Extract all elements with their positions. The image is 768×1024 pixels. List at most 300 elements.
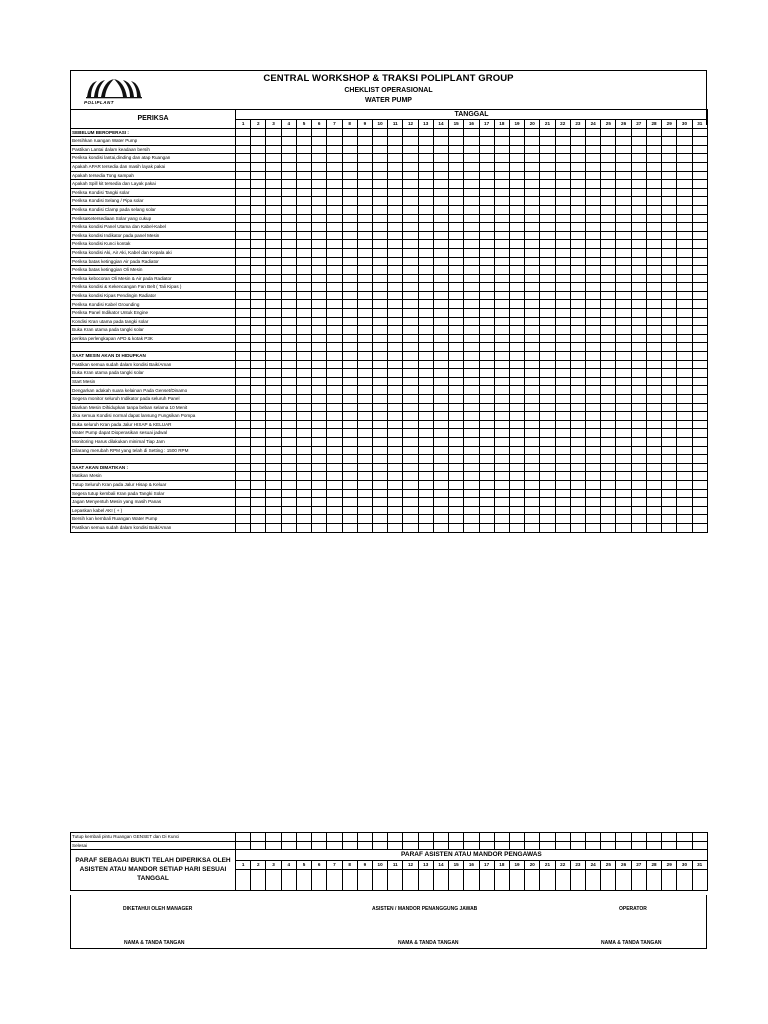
check-cell[interactable]: [494, 274, 509, 283]
check-cell[interactable]: [281, 231, 296, 240]
check-cell[interactable]: [586, 266, 601, 275]
check-cell[interactable]: [464, 266, 479, 275]
check-cell[interactable]: [312, 386, 327, 395]
check-cell[interactable]: [692, 257, 707, 266]
check-cell[interactable]: [479, 214, 494, 223]
check-cell[interactable]: [342, 205, 357, 214]
check-cell[interactable]: [631, 377, 646, 386]
check-cell[interactable]: [388, 326, 403, 335]
check-cell[interactable]: [433, 317, 448, 326]
check-cell[interactable]: [540, 489, 555, 498]
check-cell[interactable]: [388, 300, 403, 309]
check-cell[interactable]: [479, 343, 494, 352]
check-cell[interactable]: [357, 326, 372, 335]
check-cell[interactable]: [403, 128, 418, 137]
check-cell[interactable]: [281, 309, 296, 318]
check-cell[interactable]: [281, 498, 296, 507]
check-cell[interactable]: [646, 833, 661, 842]
check-cell[interactable]: [677, 334, 692, 343]
check-cell[interactable]: [281, 352, 296, 361]
check-cell[interactable]: [479, 291, 494, 300]
check-cell[interactable]: [312, 309, 327, 318]
check-cell[interactable]: [677, 369, 692, 378]
check-cell[interactable]: [357, 291, 372, 300]
check-cell[interactable]: [525, 283, 540, 292]
check-cell[interactable]: [372, 437, 387, 446]
check-cell[interactable]: [312, 489, 327, 498]
check-cell[interactable]: [555, 240, 570, 249]
check-cell[interactable]: [418, 395, 433, 404]
check-cell[interactable]: [479, 162, 494, 171]
check-cell[interactable]: [296, 334, 311, 343]
check-cell[interactable]: [342, 309, 357, 318]
check-cell[interactable]: [357, 523, 372, 532]
check-cell[interactable]: [433, 283, 448, 292]
check-cell[interactable]: [692, 429, 707, 438]
check-cell[interactable]: [357, 377, 372, 386]
paraf-cell[interactable]: [677, 869, 692, 890]
check-cell[interactable]: [312, 472, 327, 481]
check-cell[interactable]: [236, 498, 251, 507]
check-cell[interactable]: [586, 240, 601, 249]
check-cell[interactable]: [677, 523, 692, 532]
check-cell[interactable]: [266, 463, 281, 472]
check-cell[interactable]: [403, 360, 418, 369]
check-cell[interactable]: [692, 197, 707, 206]
check-cell[interactable]: [418, 833, 433, 842]
check-cell[interactable]: [327, 403, 342, 412]
check-cell[interactable]: [525, 463, 540, 472]
check-cell[interactable]: [586, 145, 601, 154]
check-cell[interactable]: [646, 360, 661, 369]
check-cell[interactable]: [479, 334, 494, 343]
check-cell[interactable]: [646, 197, 661, 206]
check-cell[interactable]: [266, 300, 281, 309]
check-cell[interactable]: [418, 420, 433, 429]
check-cell[interactable]: [525, 128, 540, 137]
check-cell[interactable]: [403, 412, 418, 421]
check-cell[interactable]: [357, 360, 372, 369]
check-cell[interactable]: [418, 412, 433, 421]
check-cell[interactable]: [692, 274, 707, 283]
check-cell[interactable]: [494, 386, 509, 395]
check-cell[interactable]: [296, 446, 311, 455]
check-cell[interactable]: [403, 841, 418, 850]
check-cell[interactable]: [464, 283, 479, 292]
check-cell[interactable]: [616, 360, 631, 369]
check-cell[interactable]: [433, 257, 448, 266]
check-cell[interactable]: [677, 309, 692, 318]
check-cell[interactable]: [312, 240, 327, 249]
check-cell[interactable]: [433, 841, 448, 850]
check-cell[interactable]: [555, 223, 570, 232]
check-cell[interactable]: [601, 369, 616, 378]
check-cell[interactable]: [662, 154, 677, 163]
check-cell[interactable]: [449, 257, 464, 266]
check-cell[interactable]: [281, 162, 296, 171]
check-cell[interactable]: [464, 291, 479, 300]
check-cell[interactable]: [631, 231, 646, 240]
check-cell[interactable]: [616, 334, 631, 343]
check-cell[interactable]: [433, 334, 448, 343]
check-cell[interactable]: [266, 257, 281, 266]
check-cell[interactable]: [525, 480, 540, 489]
check-cell[interactable]: [418, 403, 433, 412]
check-cell[interactable]: [616, 171, 631, 180]
check-cell[interactable]: [388, 334, 403, 343]
check-cell[interactable]: [266, 317, 281, 326]
check-cell[interactable]: [540, 240, 555, 249]
check-cell[interactable]: [388, 420, 403, 429]
check-cell[interactable]: [601, 223, 616, 232]
check-cell[interactable]: [616, 205, 631, 214]
check-cell[interactable]: [251, 274, 266, 283]
check-cell[interactable]: [677, 833, 692, 842]
check-cell[interactable]: [266, 841, 281, 850]
check-cell[interactable]: [418, 231, 433, 240]
check-cell[interactable]: [388, 223, 403, 232]
check-cell[interactable]: [601, 240, 616, 249]
check-cell[interactable]: [494, 369, 509, 378]
check-cell[interactable]: [433, 145, 448, 154]
check-cell[interactable]: [601, 489, 616, 498]
check-cell[interactable]: [586, 154, 601, 163]
check-cell[interactable]: [403, 472, 418, 481]
check-cell[interactable]: [616, 480, 631, 489]
check-cell[interactable]: [540, 515, 555, 524]
check-cell[interactable]: [509, 455, 524, 464]
check-cell[interactable]: [692, 395, 707, 404]
check-cell[interactable]: [525, 360, 540, 369]
check-cell[interactable]: [586, 420, 601, 429]
check-cell[interactable]: [342, 386, 357, 395]
check-cell[interactable]: [251, 420, 266, 429]
check-cell[interactable]: [357, 309, 372, 318]
check-cell[interactable]: [372, 429, 387, 438]
check-cell[interactable]: [312, 369, 327, 378]
check-cell[interactable]: [631, 309, 646, 318]
check-cell[interactable]: [677, 437, 692, 446]
check-cell[interactable]: [509, 403, 524, 412]
check-cell[interactable]: [555, 498, 570, 507]
check-cell[interactable]: [357, 223, 372, 232]
check-cell[interactable]: [570, 515, 585, 524]
check-cell[interactable]: [525, 171, 540, 180]
check-cell[interactable]: [646, 412, 661, 421]
check-cell[interactable]: [525, 197, 540, 206]
check-cell[interactable]: [555, 352, 570, 361]
check-cell[interactable]: [266, 291, 281, 300]
check-cell[interactable]: [646, 377, 661, 386]
check-cell[interactable]: [631, 515, 646, 524]
check-cell[interactable]: [372, 352, 387, 361]
check-cell[interactable]: [464, 145, 479, 154]
check-cell[interactable]: [357, 283, 372, 292]
check-cell[interactable]: [266, 506, 281, 515]
check-cell[interactable]: [312, 480, 327, 489]
check-cell[interactable]: [327, 833, 342, 842]
check-cell[interactable]: [525, 154, 540, 163]
check-cell[interactable]: [388, 309, 403, 318]
check-cell[interactable]: [479, 455, 494, 464]
check-cell[interactable]: [616, 300, 631, 309]
check-cell[interactable]: [372, 455, 387, 464]
check-cell[interactable]: [479, 197, 494, 206]
check-cell[interactable]: [586, 360, 601, 369]
check-cell[interactable]: [433, 403, 448, 412]
check-cell[interactable]: [509, 145, 524, 154]
check-cell[interactable]: [433, 180, 448, 189]
check-cell[interactable]: [312, 188, 327, 197]
check-cell[interactable]: [692, 266, 707, 275]
check-cell[interactable]: [586, 523, 601, 532]
check-cell[interactable]: [692, 480, 707, 489]
check-cell[interactable]: [464, 352, 479, 361]
check-cell[interactable]: [646, 137, 661, 146]
check-cell[interactable]: [677, 317, 692, 326]
check-cell[interactable]: [616, 437, 631, 446]
check-cell[interactable]: [418, 429, 433, 438]
check-cell[interactable]: [555, 437, 570, 446]
check-cell[interactable]: [312, 506, 327, 515]
check-cell[interactable]: [601, 197, 616, 206]
check-cell[interactable]: [570, 463, 585, 472]
check-cell[interactable]: [342, 446, 357, 455]
check-cell[interactable]: [662, 352, 677, 361]
check-cell[interactable]: [677, 841, 692, 850]
check-cell[interactable]: [281, 412, 296, 421]
check-cell[interactable]: [449, 437, 464, 446]
check-cell[interactable]: [494, 360, 509, 369]
check-cell[interactable]: [388, 360, 403, 369]
check-cell[interactable]: [418, 205, 433, 214]
check-cell[interactable]: [372, 480, 387, 489]
check-cell[interactable]: [266, 455, 281, 464]
check-cell[interactable]: [418, 455, 433, 464]
check-cell[interactable]: [601, 326, 616, 335]
check-cell[interactable]: [601, 446, 616, 455]
check-cell[interactable]: [509, 266, 524, 275]
check-cell[interactable]: [418, 369, 433, 378]
check-cell[interactable]: [555, 180, 570, 189]
check-cell[interactable]: [601, 291, 616, 300]
check-cell[interactable]: [540, 326, 555, 335]
check-cell[interactable]: [540, 137, 555, 146]
check-cell[interactable]: [616, 291, 631, 300]
check-cell[interactable]: [601, 248, 616, 257]
check-cell[interactable]: [586, 137, 601, 146]
check-cell[interactable]: [586, 515, 601, 524]
check-cell[interactable]: [509, 377, 524, 386]
check-cell[interactable]: [555, 515, 570, 524]
check-cell[interactable]: [570, 841, 585, 850]
check-cell[interactable]: [342, 360, 357, 369]
check-cell[interactable]: [509, 248, 524, 257]
check-cell[interactable]: [692, 463, 707, 472]
check-cell[interactable]: [236, 386, 251, 395]
check-cell[interactable]: [266, 833, 281, 842]
check-cell[interactable]: [312, 463, 327, 472]
check-cell[interactable]: [692, 412, 707, 421]
check-cell[interactable]: [418, 386, 433, 395]
check-cell[interactable]: [251, 446, 266, 455]
check-cell[interactable]: [418, 472, 433, 481]
check-cell[interactable]: [266, 128, 281, 137]
check-cell[interactable]: [236, 266, 251, 275]
check-cell[interactable]: [464, 171, 479, 180]
check-cell[interactable]: [570, 446, 585, 455]
check-cell[interactable]: [281, 240, 296, 249]
paraf-cell[interactable]: [525, 869, 540, 890]
check-cell[interactable]: [418, 154, 433, 163]
check-cell[interactable]: [327, 472, 342, 481]
check-cell[interactable]: [449, 326, 464, 335]
check-cell[interactable]: [555, 128, 570, 137]
check-cell[interactable]: [418, 515, 433, 524]
check-cell[interactable]: [403, 429, 418, 438]
check-cell[interactable]: [646, 180, 661, 189]
check-cell[interactable]: [586, 214, 601, 223]
check-cell[interactable]: [342, 463, 357, 472]
check-cell[interactable]: [662, 437, 677, 446]
check-cell[interactable]: [236, 833, 251, 842]
check-cell[interactable]: [433, 523, 448, 532]
check-cell[interactable]: [296, 463, 311, 472]
check-cell[interactable]: [540, 506, 555, 515]
check-cell[interactable]: [662, 326, 677, 335]
check-cell[interactable]: [555, 266, 570, 275]
check-cell[interactable]: [464, 248, 479, 257]
check-cell[interactable]: [418, 480, 433, 489]
check-cell[interactable]: [464, 523, 479, 532]
check-cell[interactable]: [509, 240, 524, 249]
check-cell[interactable]: [327, 171, 342, 180]
check-cell[interactable]: [494, 523, 509, 532]
check-cell[interactable]: [251, 171, 266, 180]
check-cell[interactable]: [449, 841, 464, 850]
check-cell[interactable]: [540, 257, 555, 266]
check-cell[interactable]: [555, 523, 570, 532]
check-cell[interactable]: [296, 137, 311, 146]
check-cell[interactable]: [281, 137, 296, 146]
check-cell[interactable]: [586, 197, 601, 206]
check-cell[interactable]: [403, 214, 418, 223]
check-cell[interactable]: [388, 266, 403, 275]
check-cell[interactable]: [540, 214, 555, 223]
check-cell[interactable]: [540, 300, 555, 309]
check-cell[interactable]: [525, 240, 540, 249]
check-cell[interactable]: [509, 205, 524, 214]
check-cell[interactable]: [342, 523, 357, 532]
check-cell[interactable]: [236, 154, 251, 163]
check-cell[interactable]: [312, 274, 327, 283]
check-cell[interactable]: [296, 188, 311, 197]
check-cell[interactable]: [662, 446, 677, 455]
paraf-cell[interactable]: [281, 869, 296, 890]
check-cell[interactable]: [342, 395, 357, 404]
check-cell[interactable]: [327, 343, 342, 352]
check-cell[interactable]: [586, 223, 601, 232]
check-cell[interactable]: [540, 180, 555, 189]
check-cell[interactable]: [312, 257, 327, 266]
check-cell[interactable]: [525, 352, 540, 361]
check-cell[interactable]: [494, 188, 509, 197]
check-cell[interactable]: [555, 472, 570, 481]
check-cell[interactable]: [296, 317, 311, 326]
check-cell[interactable]: [418, 841, 433, 850]
check-cell[interactable]: [327, 360, 342, 369]
check-cell[interactable]: [677, 412, 692, 421]
check-cell[interactable]: [525, 231, 540, 240]
check-cell[interactable]: [479, 446, 494, 455]
check-cell[interactable]: [555, 214, 570, 223]
check-cell[interactable]: [281, 420, 296, 429]
paraf-cell[interactable]: [555, 869, 570, 890]
check-cell[interactable]: [570, 523, 585, 532]
check-cell[interactable]: [540, 360, 555, 369]
check-cell[interactable]: [372, 377, 387, 386]
check-cell[interactable]: [403, 369, 418, 378]
check-cell[interactable]: [494, 455, 509, 464]
check-cell[interactable]: [327, 489, 342, 498]
check-cell[interactable]: [570, 455, 585, 464]
check-cell[interactable]: [342, 231, 357, 240]
check-cell[interactable]: [494, 162, 509, 171]
check-cell[interactable]: [509, 197, 524, 206]
check-cell[interactable]: [312, 412, 327, 421]
check-cell[interactable]: [525, 162, 540, 171]
check-cell[interactable]: [555, 412, 570, 421]
check-cell[interactable]: [296, 506, 311, 515]
check-cell[interactable]: [357, 188, 372, 197]
check-cell[interactable]: [433, 128, 448, 137]
check-cell[interactable]: [418, 300, 433, 309]
check-cell[interactable]: [418, 266, 433, 275]
paraf-cell[interactable]: [357, 869, 372, 890]
check-cell[interactable]: [372, 386, 387, 395]
check-cell[interactable]: [251, 231, 266, 240]
check-cell[interactable]: [281, 369, 296, 378]
check-cell[interactable]: [312, 437, 327, 446]
check-cell[interactable]: [357, 841, 372, 850]
check-cell[interactable]: [236, 137, 251, 146]
check-cell[interactable]: [433, 197, 448, 206]
check-cell[interactable]: [296, 240, 311, 249]
check-cell[interactable]: [433, 360, 448, 369]
check-cell[interactable]: [236, 420, 251, 429]
check-cell[interactable]: [631, 171, 646, 180]
check-cell[interactable]: [296, 395, 311, 404]
check-cell[interactable]: [464, 403, 479, 412]
check-cell[interactable]: [266, 472, 281, 481]
check-cell[interactable]: [601, 463, 616, 472]
check-cell[interactable]: [418, 326, 433, 335]
check-cell[interactable]: [646, 317, 661, 326]
check-cell[interactable]: [692, 128, 707, 137]
check-cell[interactable]: [677, 180, 692, 189]
check-cell[interactable]: [540, 162, 555, 171]
check-cell[interactable]: [357, 515, 372, 524]
check-cell[interactable]: [342, 137, 357, 146]
check-cell[interactable]: [692, 334, 707, 343]
check-cell[interactable]: [646, 205, 661, 214]
check-cell[interactable]: [631, 360, 646, 369]
check-cell[interactable]: [388, 386, 403, 395]
check-cell[interactable]: [479, 180, 494, 189]
check-cell[interactable]: [586, 162, 601, 171]
check-cell[interactable]: [296, 377, 311, 386]
check-cell[interactable]: [692, 309, 707, 318]
